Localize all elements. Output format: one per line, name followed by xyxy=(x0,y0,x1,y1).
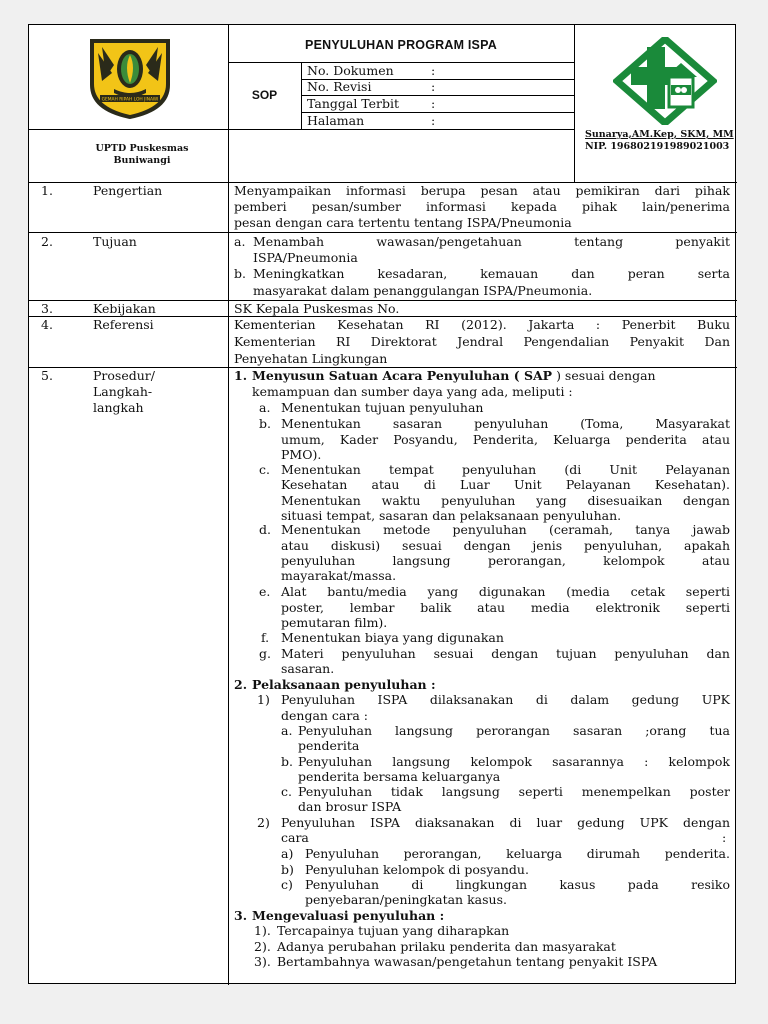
list-marker: 1). xyxy=(254,923,271,938)
list-text: PMO). xyxy=(281,447,322,462)
sop-label: SOP xyxy=(251,88,278,102)
list-marker: 1) xyxy=(257,692,270,707)
org-name-line1: UPTD Puskesmas xyxy=(95,143,189,154)
list-text: pemutaran film). xyxy=(281,615,388,630)
list-text: atau diskusi) sesuai dengan jenis penyuluhan, apakah xyxy=(281,538,730,553)
list-text: Meningkatkan kesadaran, kemauan dan peran serta xyxy=(253,266,730,281)
row-text: Kementerian Kesehatan RI (2012). Jakarta : Penerbit Buku xyxy=(234,317,730,332)
meta-label-issue-date: Tanggal Terbit xyxy=(307,96,400,111)
list-text: penderita bersama keluarganya xyxy=(298,769,501,784)
row-number: 1. xyxy=(41,183,53,198)
list-text: penderita xyxy=(298,738,360,753)
list-text: Penyuluhan kelompok di posyandu. xyxy=(305,862,529,877)
list-marker: d. xyxy=(259,522,271,537)
list-marker: g. xyxy=(259,646,271,661)
row-label-kebijakan: Kebijakan xyxy=(93,301,156,316)
list-text: mayarakat/massa. xyxy=(281,568,397,583)
list-text: dan brosur ISPA xyxy=(298,799,402,814)
step-text: kemampuan dan sumber daya yang ada, meliputi : xyxy=(252,384,573,399)
list-text: ISPA/Pneumonia xyxy=(253,250,358,265)
list-text: Menentukan metode penyuluhan (ceramah, tanya jawab xyxy=(281,522,730,537)
step-number: 3. xyxy=(234,908,248,923)
list-text: penyuluhan langsung perorangan, kelompok atau xyxy=(281,553,730,568)
row-label-prosedur: langkah xyxy=(93,400,144,415)
puskesmas-logo xyxy=(613,37,717,125)
row-label-referensi: Referensi xyxy=(93,317,154,332)
sop-document xyxy=(28,24,736,984)
list-text: Menambah wawasan/pengetahuan tentang penyakit xyxy=(253,234,730,249)
meta-label-revision: No. Revisi xyxy=(307,79,372,94)
meta-separator: : xyxy=(431,96,436,111)
list-marker: a. xyxy=(234,234,246,249)
list-text: Penyuluhan di lingkungan kasus pada resiko xyxy=(305,877,730,892)
meta-separator: : xyxy=(431,79,436,94)
list-marker: a) xyxy=(281,846,294,861)
step-number: 2. xyxy=(234,677,248,692)
signer-nip: NIP. 196802191989021003 xyxy=(585,141,730,152)
list-text: Menentukan waktu penyuluhan yang disesuaikan dengan xyxy=(281,493,730,508)
list-marker: c) xyxy=(281,877,293,892)
list-marker: 3). xyxy=(254,954,271,969)
row-number: 3. xyxy=(41,301,53,316)
list-text: Menentukan sasaran penyuluhan (Toma, Masyarakat xyxy=(281,416,730,431)
meta-separator: : xyxy=(431,63,436,78)
list-marker: 2). xyxy=(254,939,271,954)
list-text: umum, Kader Posyandu, Penderita, Keluarga penderita atau xyxy=(281,432,730,447)
row-text: Menyampaikan informasi berupa pesan atau pemikiran dari pihak xyxy=(234,183,730,198)
list-text: dengan cara : xyxy=(281,708,368,723)
list-text: Tercapainya tujuan yang diharapkan xyxy=(277,923,510,938)
list-text: masyarakat dalam penanggulangan ISPA/Pneumonia. xyxy=(253,283,593,298)
row-text: pemberi pesan/sumber informasi kepada pihak lain/penerima xyxy=(234,199,730,214)
list-marker: a. xyxy=(281,723,293,738)
row-text: pesan dengan cara tertentu tentang ISPA/Pneumonia xyxy=(234,215,572,230)
step-number: 1. xyxy=(234,368,248,383)
row-text: Penyehatan Lingkungan xyxy=(234,351,388,366)
list-text: situasi tempat, sasaran dan pelaksanaan penyuluhan. xyxy=(281,508,622,523)
list-marker: 2) xyxy=(257,815,270,830)
list-marker: c. xyxy=(259,462,270,477)
list-marker: f. xyxy=(261,630,270,645)
row-number: 5. xyxy=(41,368,53,383)
row-label-prosedur: Langkah- xyxy=(93,384,153,399)
row-label-prosedur: Prosedur/ xyxy=(93,368,155,383)
list-text: Penyuluhan langsung perorangan sasaran ;orang tua xyxy=(298,723,730,738)
meta-label-document-no: No. Dokumen xyxy=(307,63,394,78)
signer-name: Sunarya,AM.Kep, SKM, MM xyxy=(585,129,734,140)
list-text: Menentukan tujuan penyuluhan xyxy=(281,400,484,415)
list-marker: e. xyxy=(259,584,271,599)
list-text: Penyuluhan langsung kelompok sasarannya : kelompok xyxy=(298,754,730,769)
list-marker: b. xyxy=(259,416,271,431)
list-text: Penyuluhan ISPA dilaksanakan di dalam gedung UPK xyxy=(281,692,730,707)
meta-label-page: Halaman xyxy=(307,113,365,128)
list-text: Penyuluhan perorangan, keluarga dirumah penderita. xyxy=(305,846,730,861)
list-text: Kesehatan atau di Luar Unit Pelayanan Kesehatan). xyxy=(281,477,730,492)
logo-motto: GEMAH RIPAH LOH JINAWI xyxy=(101,97,159,103)
list-marker: c. xyxy=(281,784,292,799)
row-number: 2. xyxy=(41,234,53,249)
list-marker: b. xyxy=(234,266,246,281)
row-text: SK Kepala Puskesmas No. xyxy=(234,301,400,316)
list-text: penyebaran/peningkatan kasus. xyxy=(305,892,507,907)
list-text: Menentukan tempat penyuluhan (di Unit Pelayanan xyxy=(281,462,730,477)
list-marker: b) xyxy=(281,862,294,877)
list-text: Menentukan biaya yang digunakan xyxy=(281,630,504,645)
list-marker: a. xyxy=(259,400,271,415)
list-text: Penyuluhan ISPA diaksanakan di luar gedung UPK dengan xyxy=(281,815,730,830)
regency-logo xyxy=(84,37,176,121)
list-text: Penyuluhan tidak langsung seperti menempelkan poster xyxy=(298,784,730,799)
list-colon: : xyxy=(722,830,727,845)
step-heading: Mengevaluasi penyuluhan : xyxy=(252,908,445,923)
meta-separator: : xyxy=(431,113,436,128)
row-text: Kementerian RI Direktorat Jendral Pengendalian Penyakit Dan xyxy=(234,334,730,349)
step-heading: Menyusun Satuan Acara Penyuluhan ( SAP ) sesuai dengan xyxy=(252,368,656,383)
list-text: Bertambahnya wawasan/pengetahun tentang penyakit ISPA xyxy=(277,954,658,969)
document-title: PENYULUHAN PROGRAM ISPA xyxy=(305,38,497,52)
list-text: sasaran. xyxy=(281,661,335,676)
row-label-pengertian: Pengertian xyxy=(93,183,163,198)
row-label-tujuan: Tujuan xyxy=(93,234,137,249)
list-text: Alat bantu/media yang digunakan (media cetak seperti xyxy=(281,584,730,599)
list-marker: b. xyxy=(281,754,293,769)
row-number: 4. xyxy=(41,317,53,332)
list-text: cara xyxy=(281,830,309,845)
list-text: Materi penyuluhan sesuai dengan tujuan penyuluhan dan xyxy=(281,646,730,661)
org-name-line2: Buniwangi xyxy=(113,155,171,166)
step-heading: Pelaksanaan penyuluhan : xyxy=(252,677,436,692)
list-text: poster, lembar balik atau media elektronik seperti xyxy=(281,600,730,615)
list-text: Adanya perubahan prilaku penderita dan masyarakat xyxy=(277,939,616,954)
